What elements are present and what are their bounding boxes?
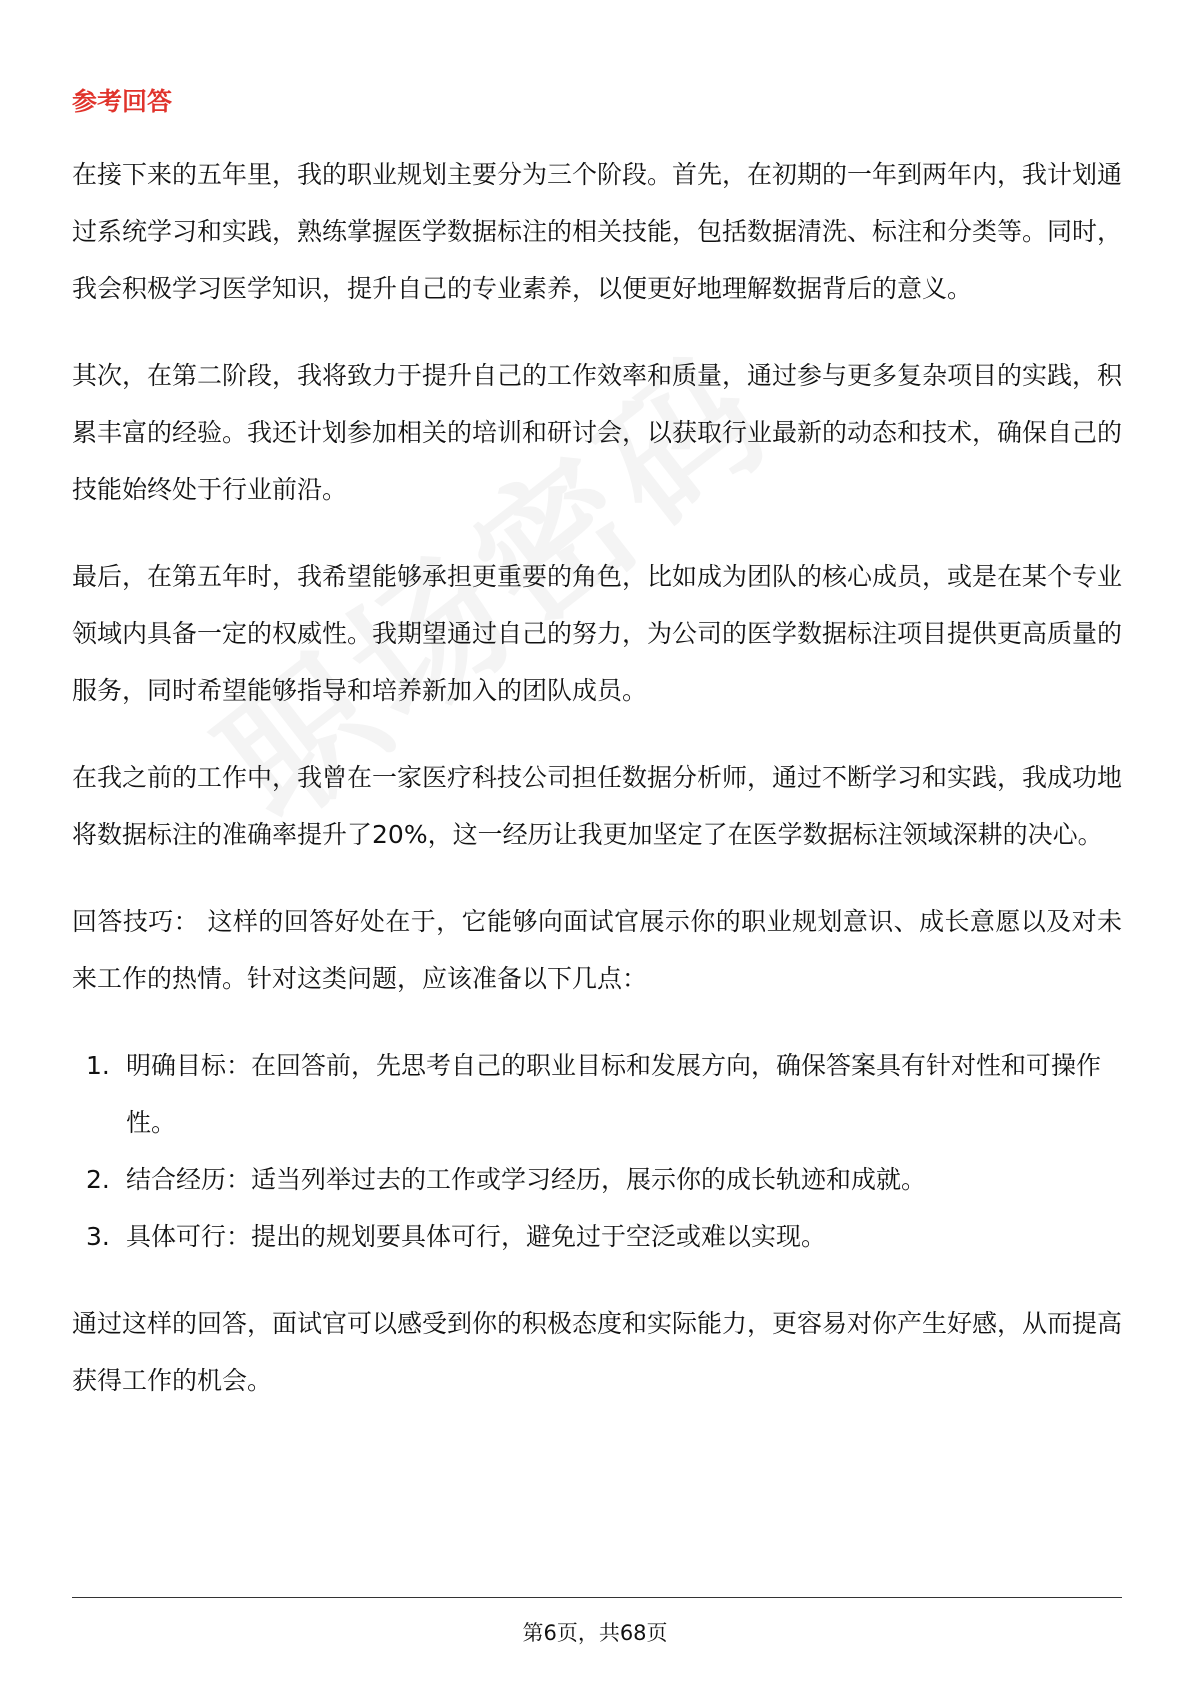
page-number: 第6页，共68页 [522, 1621, 668, 1645]
answer-paragraph-1: 在接下来的五年里，我的职业规划主要分为三个阶段。首先，在初期的一年到两年内，我计划通过系统学习和实践，熟练掌握医学数据标注的相关技能，包括数据清洗、标注和分类等。同时，我会积极学习医学知识，提升自己的专业素养，以便更好地理解数据背后的意义。 [72, 160, 1123, 303]
section-heading: 参考回答 [72, 87, 173, 116]
footer-divider [72, 1597, 1122, 1598]
list-item [72, 1151, 1122, 1208]
page-content [72, 82, 1122, 1439]
closing-paragraph: 通过这样的回答，面试官可以感受到你的积极态度和实际能力，更容易对你产生好感，从而提高获得工作的机会。 [72, 1309, 1123, 1395]
list-item-text: 具体可行：提出的规划要具体可行，避免过于空泛或难以实现。 [126, 1222, 827, 1251]
list-item-text: 明确目标：在回答前，先思考自己的职业目标和发展方向，确保答案具有针对性和可操作性。 [126, 1051, 1102, 1137]
list-item [72, 1208, 1122, 1265]
answer-paragraph-2: 其次，在第二阶段，我将致力于提升自己的工作效率和质量，通过参与更多复杂项目的实践，积累丰富的经验。我还计划参加相关的培训和研讨会，以获取行业最新的动态和技术，确保自己的技能始终处于行业前沿。 [72, 361, 1123, 504]
list-item-number: 2. [86, 1165, 110, 1194]
answer-paragraph-3: 最后，在第五年时，我希望能够承担更重要的角色，比如成为团队的核心成员，或是在某个专业领域内具备一定的权威性。我期望通过自己的努力，为公司的医学数据标注项目提供更高质量的服务，同时希望能够指导和培养新加入的团队成员。 [72, 562, 1123, 705]
answer-paragraph-4: 在我之前的工作中，我曾在一家医疗科技公司担任数据分析师，通过不断学习和实践，我成功地将数据标注的准确率提升了20%，这一经历让我更加坚定了在医学数据标注领域深耕的决心。 [72, 763, 1123, 849]
tips-list [72, 1037, 1122, 1265]
list-item-number: 3. [86, 1222, 110, 1251]
list-item-number: 1. [86, 1051, 110, 1080]
list-item [72, 1037, 1122, 1151]
tips-intro-paragraph: 回答技巧： 这样的回答好处在于，它能够向面试官展示你的职业规划意识、成长意愿以及对未来工作的热情。针对这类问题，应该准备以下几点： [72, 907, 1122, 993]
list-item-text: 结合经历：适当列举过去的工作或学习经历，展示你的成长轨迹和成就。 [126, 1165, 927, 1194]
